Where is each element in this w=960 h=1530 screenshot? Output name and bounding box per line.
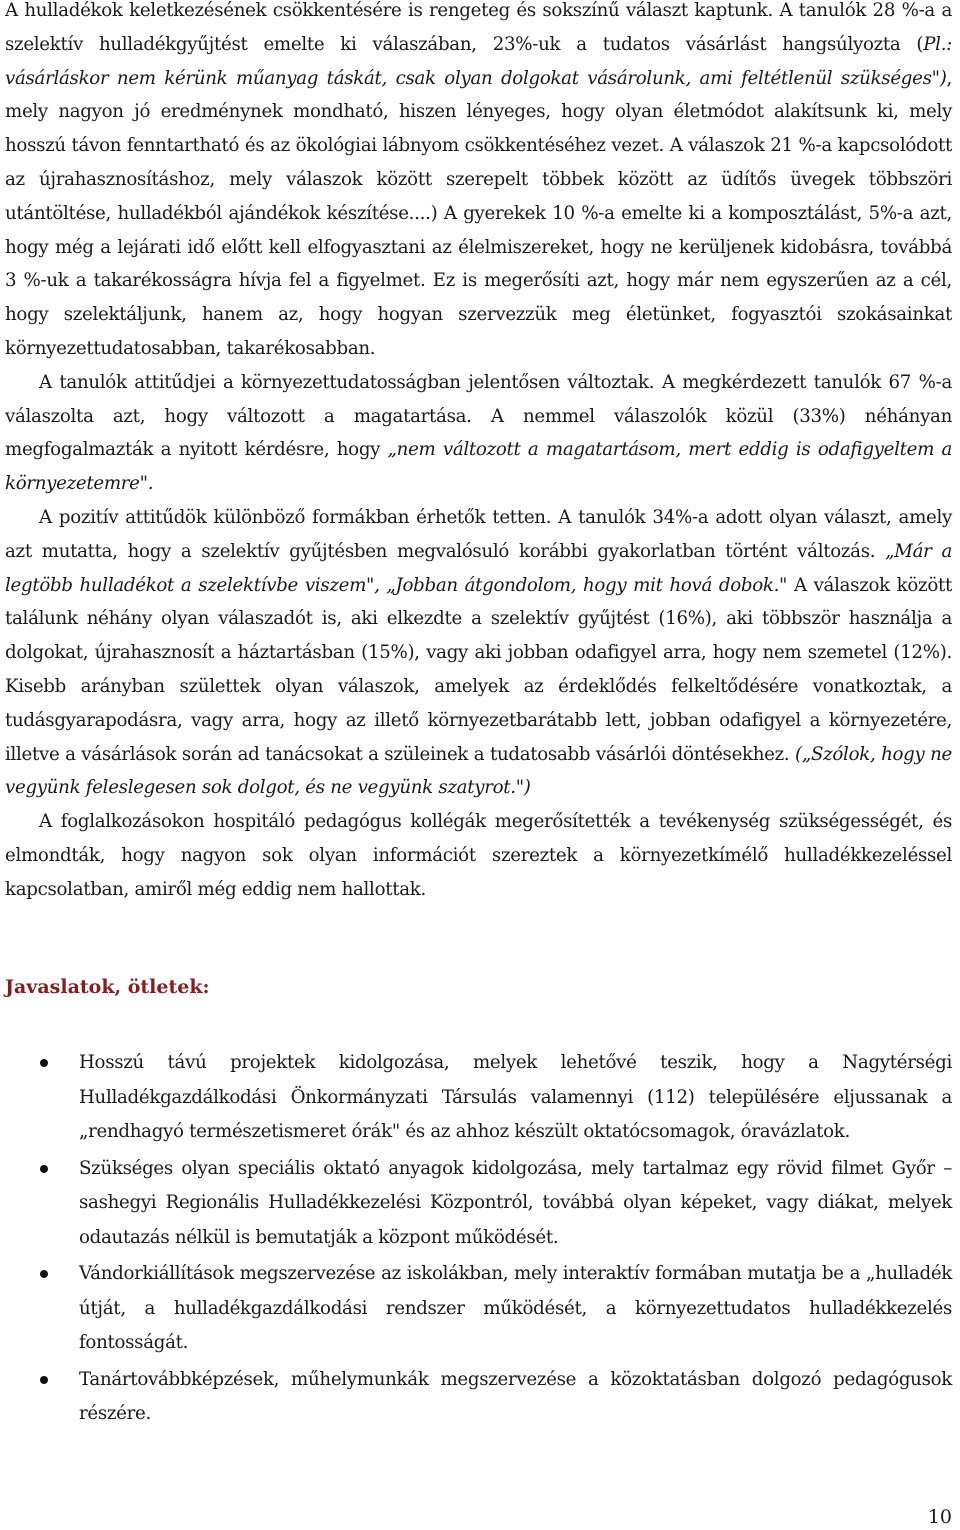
attitude-quote: „nem változott a magatartásom, mert eddig is odafigyeltem a környezetemre". xyxy=(5,439,952,495)
paragraph-attitudes: A tanulók attitűdjei a környezettudatosságban jelentősen változtak. A megkérdezett tanulók 67 %-a válaszolta azt, hogy változott a magatartása. A nemmel válaszolók közül (33%) néhányan megfogalmazták a nyitott kérdésre, hogy „nem változott a magatartásom, mert eddig is odafigyeltem a környezetemre". xyxy=(5,371,952,495)
list-item: Vándorkiállítások megszervezése az iskolákban, mely interaktív formában mutatja be a „hulladék útját, a hulladékgazdálkodási rendszer működését, a környezettudatos hulladékkezelés fontosságát. xyxy=(0,1257,952,1361)
bullet-icon xyxy=(40,1059,48,1067)
shopping-quote: Pl.: vásárláskor nem kérünk műanyag táskát, csak olyan dolgokat vásárolunk, ami feltétlenül szükséges") xyxy=(5,33,952,89)
parents-quote: („Szólok, hogy ne vegyünk feleslegesen sok dolgot, és ne vegyünk szatyrot.") xyxy=(5,743,952,799)
section-heading: Javaslatok, ötletek: xyxy=(5,976,210,998)
paragraph-positive-attitudes: A pozitív attitűdök különböző formákban érhetők tetten. A tanulók 34%-a adott olyan választ, amely azt mutatta, hogy a szelektív gyűjtésben megvalósuló korábbi gyakorlatban történt változás. „Már a legtöbb hulladékot a szelektívbe viszem", „Jobban átgondolom, hogy mit hová dobok." A válaszok között találunk néhány olyan válaszadót is, aki elkezdte a szelektív gyűjtést (16%), aki többször használja a dolgokat, újrahasznosít a háztartásban (15%), vagy aki jobban odafigyel arra, hogy nem szemetel (12%). Kisebb arányban születtek olyan válaszok, amelyek az érdeklődés felkeltődésére vonatkoztak, a tudásgyarapodásra, vagy arra, hogy az illető környezetbarátabb lett, jobban odafigyel a környezetére, illetve a vásárlások során ad tanácsokat a szüleinek a tudatosabb vásárlói döntésekhez. („Szólok, hogy ne vegyünk feleslegesen sok dolgot, és ne vegyünk szatyrot.") xyxy=(5,506,952,799)
selective-quote: „Már a legtöbb hulladékot a szelektívbe viszem", „Jobban átgondolom, hogy mit hová dobok." xyxy=(5,540,952,596)
document-body xyxy=(5,0,952,907)
list-item: Tanártovábbképzések, műhelymunkák megszervezése a közoktatásban dolgozó pedagógusok részére. xyxy=(0,1363,952,1432)
paragraph-teachers: A foglalkozásokon hospitáló pedagógus kollégák megerősítették a tevékenység szükségességét, és elmondták, hogy nagyon sok olyan információt szereztek a környezetkímélő hulladékkezeléssel kapcsolatban, amiről még eddig nem hallottak. xyxy=(5,811,952,900)
list-item: Hosszú távú projektek kidolgozása, melyek lehetővé teszik, hogy a Nagytérségi Hulladékgazdálkodási Önkormányzati Társulás valamennyi (112) településére eljussanak a „rendhagyó természetismeret órák" és az ahhoz készült oktatócsomagok, óravázlatok. xyxy=(0,1046,952,1150)
bullet-icon xyxy=(40,1376,48,1384)
bullet-icon xyxy=(40,1270,48,1278)
bullet-icon xyxy=(40,1165,48,1173)
paragraph-waste-reduction: A hulladékok keletkezésének csökkentésére is rengeteg és sokszínű választ kaptunk. A tanulók 28 %-a a szelektív hulladékgyűjtést emelte ki válaszában, 23%-uk a tudatos vásárlást hangsúlyozta (Pl.: vásárláskor nem kérünk műanyag táskát, csak olyan dolgokat vásárolunk, ami feltétlenül szükséges"), mely nagyon jó eredménynek mondható, hiszen lényeges, hogy olyan életmódot alakítsunk ki, mely hosszú távon fenntartható és az ökológiai lábnyom csökkentéséhez vezet. A válaszok 21 %-a kapcsolódott az újrahasznosításhoz, mely válaszok között szerepelt többek között az üdítős üvegek többszöri utántöltése, hulladékból ajándékok készítése....) A gyerekek 10 %-a emelte ki a komposztálást, 5%-a azt, hogy még a lejárati idő előtt kell elfogyasztani az élelmiszereket, hogy ne kerüljenek kidobásra, továbbá 3 %-uk a takarékosságra hívja fel a figyelmet. Ez is megerősíti azt, hogy már nem egyszerűen az a cél, hogy szelektáljunk, hanem az, hogy hogyan szervezzük meg életünket, fogyasztói szokásainkat környezettudatosabban, takarékosabban. xyxy=(5,0,952,359)
list-item: Szükséges olyan speciális oktató anyagok kidolgozása, mely tartalmaz egy rövid filmet Győr – sashegyi Regionális Hulladékkezelési Központról, továbbá olyan képeket, vagy diákat, melyek odautazás nélkül is bemutatják a központ működését. xyxy=(0,1152,952,1256)
suggestions-list xyxy=(0,1046,952,1434)
page-number: 10 xyxy=(927,1506,952,1528)
